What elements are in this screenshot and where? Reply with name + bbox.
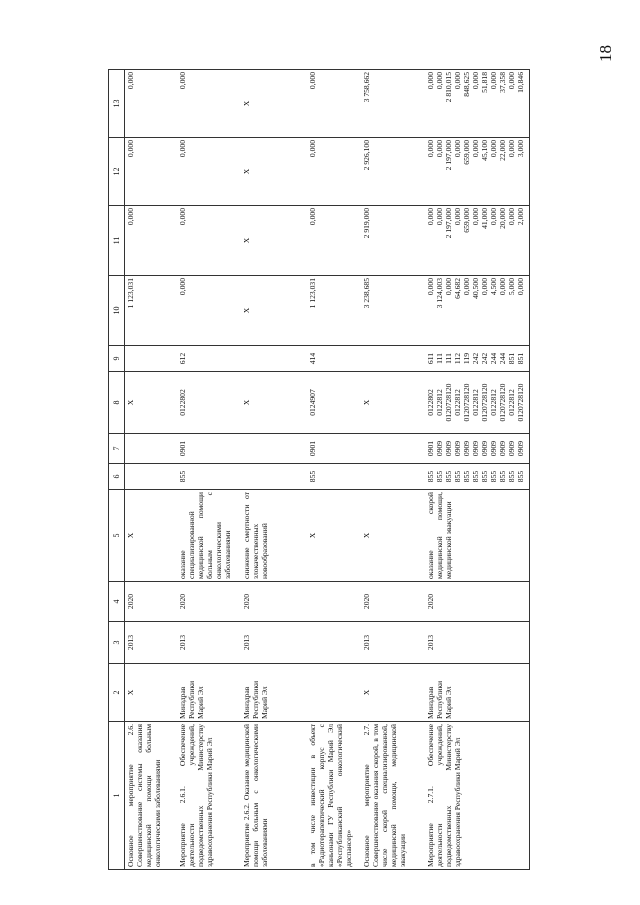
amount-col-10: 0,000	[177, 276, 241, 346]
executor: Минздрав Республики Марий Эл	[241, 664, 307, 722]
amount-col-12: 0,000	[307, 138, 361, 206]
section-code	[125, 434, 178, 464]
grbs-code	[241, 464, 307, 490]
expense-type-code	[361, 346, 425, 372]
section-code: 0901	[307, 434, 361, 464]
end-year: 2020	[241, 582, 307, 622]
col-header-7: 7	[109, 434, 125, 464]
col-header-5: 5	[109, 490, 125, 582]
expected-result: X	[361, 490, 425, 582]
start-year: 2013	[241, 622, 307, 664]
expected-result: снижение смертности от злокачественных новообразований	[241, 490, 307, 582]
section-code-list: 0901 0909 0909 0909 0909 0909 0909 0909 0909 0909 0909	[425, 434, 530, 464]
amount-col-11: 0,000	[307, 206, 361, 276]
amount-col-13: 0,000	[125, 70, 178, 138]
end-year: 2020	[177, 582, 241, 622]
amount-list-col-13: 0,000 0,000 2 810,015 0,000 848,625 0,000 51,818 0,000 37,358 0,000 10,846	[425, 70, 530, 138]
amount-col-11: X	[241, 206, 307, 276]
measure-title: Мероприятие 2.7.1. Обеспечение деятельности учреждений, подведомственных Министерству здравоохранения Республики Марий Эл	[425, 722, 530, 870]
amount-col-12: 0,000	[125, 138, 178, 206]
table-row-main-measure-2-6	[125, 70, 178, 870]
expected-result: X	[307, 490, 361, 582]
table-row-measure-2-6-2	[241, 70, 307, 870]
program-table	[108, 69, 530, 870]
target-item-code: 0122802	[177, 372, 241, 434]
table-row-measure-2-7-1	[425, 70, 530, 870]
table-row-measure-2-6-1	[177, 70, 241, 870]
measure-title: Мероприятие 2.6.1. Обеспечение деятельности учреждений, подведомственных Министерству здравоохранения Республики Марий Эл	[177, 722, 241, 870]
expense-type-code: 414	[307, 346, 361, 372]
amount-col-10: X	[241, 276, 307, 346]
measure-title: Основное мероприятие 2.7. Совершенствование оказания скорой, в том числе скорой специализированной, медицинской помощи, медицинской эвакуации	[361, 722, 425, 870]
target-item-code: 0124907	[307, 372, 361, 434]
end-year: 2020	[361, 582, 425, 622]
grbs-code	[361, 464, 425, 490]
executor	[307, 664, 361, 722]
start-year: 2013	[425, 622, 530, 664]
measure-title: Основное мероприятие 2.6. Совершенствование системы оказания медицинской помощи больным онкологическими заболеваниями	[125, 722, 178, 870]
grbs-code-list: 855 855 855 855 855 855 855 855 855 855 855	[425, 464, 530, 490]
target-item-code: X	[361, 372, 425, 434]
target-item-code: X	[241, 372, 307, 434]
amount-col-12: X	[241, 138, 307, 206]
end-year	[307, 582, 361, 622]
col-header-13: 13	[109, 70, 125, 138]
expense-type-code	[125, 346, 178, 372]
col-header-3: 3	[109, 622, 125, 664]
executor: Минздрав Республики Марий Эл	[177, 664, 241, 722]
start-year: 2013	[361, 622, 425, 664]
amount-col-11: 0,000	[177, 206, 241, 276]
amount-list-col-12: 0,000 0,000 2 197,000 0,000 659,000 0,000 45,100 0,000 22,000 0,000 3,000	[425, 138, 530, 206]
col-header-12: 12	[109, 138, 125, 206]
amount-col-10: 1 123,031	[125, 276, 178, 346]
executor: Минздрав Республики Марий Эл	[425, 664, 530, 722]
col-header-1: 1	[109, 722, 125, 870]
amount-col-12: 2 926,100	[361, 138, 425, 206]
amount-col-10: 3 238,685	[361, 276, 425, 346]
section-code	[241, 434, 307, 464]
amount-col-10: 1 123,031	[307, 276, 361, 346]
amount-list-col-11: 0,000 0,000 2 197,000 0,000 659,000 0,000 41,000 0,000 20,000 0,000 2,000	[425, 206, 530, 276]
header-row	[109, 70, 125, 870]
executor: X	[125, 664, 178, 722]
amount-col-12: 0,000	[177, 138, 241, 206]
table-row-main-measure-2-7	[361, 70, 425, 870]
amount-col-13: 0,000	[307, 70, 361, 138]
col-header-2: 2	[109, 664, 125, 722]
col-header-4: 4	[109, 582, 125, 622]
expense-type-code-list: 611 111 111 112 119 242 242 244 244 851 851	[425, 346, 530, 372]
rotated-page	[108, 70, 633, 870]
grbs-code	[125, 464, 178, 490]
col-header-6: 6	[109, 464, 125, 490]
table-row-investment-note	[307, 70, 361, 870]
col-header-11: 11	[109, 206, 125, 276]
amount-col-13: 0,000	[177, 70, 241, 138]
col-header-8: 8	[109, 372, 125, 434]
col-header-9: 9	[109, 346, 125, 372]
amount-col-13: 3 758,662	[361, 70, 425, 138]
section-code: 0901	[177, 434, 241, 464]
start-year	[307, 622, 361, 664]
target-item-code: X	[125, 372, 178, 434]
measure-title: в том числе инвестиции в объект «Радиотерапевтический корпус с каньонами ГУ Республики Марий Эл «Республиканский онкологический диспансер»	[307, 722, 361, 870]
section-code	[361, 434, 425, 464]
start-year: 2013	[125, 622, 178, 664]
expected-result: X	[125, 490, 178, 582]
expected-result: оказание специализированной медицинской помощи больным с онкологическими заболеваниями	[177, 490, 241, 582]
expected-result: оказание скорой медицинской помощи, медицинской эвакуации	[425, 490, 530, 582]
amount-list-col-10: 0,000 3 124,003 0,000 64,682 0,000 40,500 0,000 4,500 0,000 5,000 0,000	[425, 276, 530, 346]
col-header-10: 10	[109, 276, 125, 346]
end-year: 2020	[425, 582, 530, 622]
executor: X	[361, 664, 425, 722]
grbs-code: 855	[177, 464, 241, 490]
target-item-code-list: 0122802 0122812 0120728120 0122812 0120728120 0122812 0120728120 0122812 0120728120 0122812 0120728120	[425, 372, 530, 434]
grbs-code: 855	[307, 464, 361, 490]
end-year: 2020	[125, 582, 178, 622]
amount-col-11: 2 919,000	[361, 206, 425, 276]
expense-type-code	[241, 346, 307, 372]
amount-col-13: X	[241, 70, 307, 138]
start-year: 2013	[177, 622, 241, 664]
measure-title: Мероприятие 2.6.2. Оказание медицинской помощи больным с онкологическими заболеваниями	[241, 722, 307, 870]
page-number: 18	[596, 45, 615, 62]
expense-type-code: 612	[177, 346, 241, 372]
amount-col-11: 0,000	[125, 206, 178, 276]
